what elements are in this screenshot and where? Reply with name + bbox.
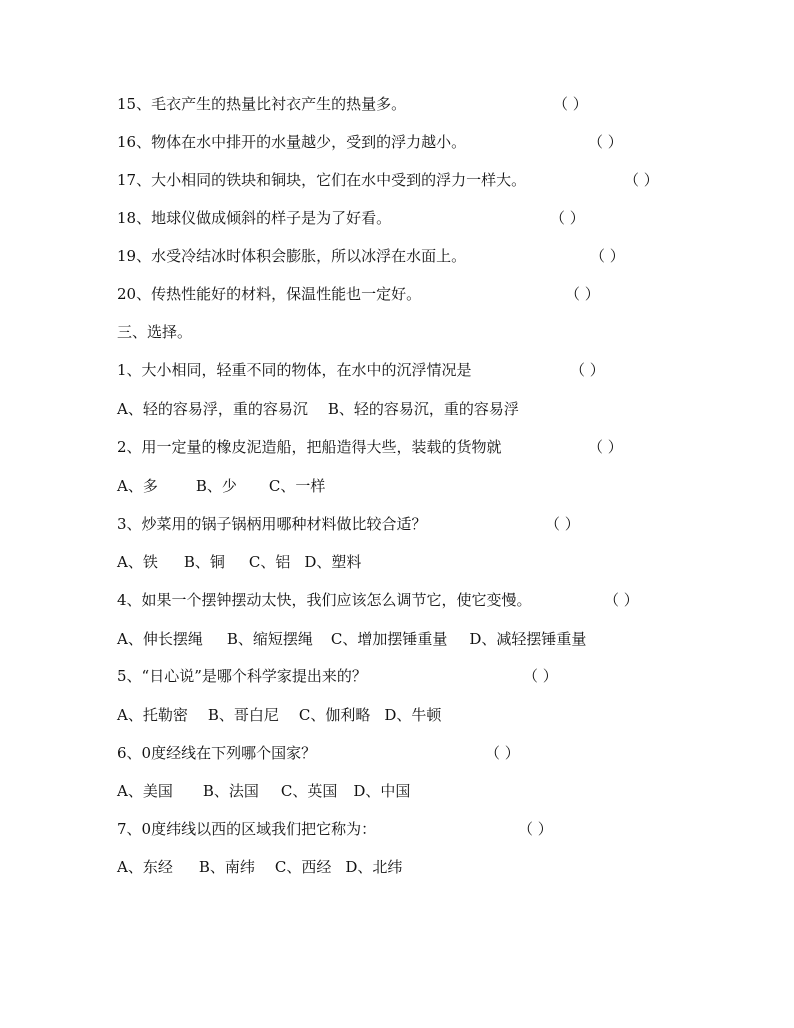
- judgement-item-20: 20、传热性能好的材料，保温性能也一定好。: [117, 285, 422, 303]
- judgement-item-15: 15、毛衣产生的热量比衬衣产生的热量多。: [117, 95, 407, 113]
- option-c: C、英国: [280, 782, 338, 800]
- question-3-options: [117, 550, 361, 574]
- option-b: B、铜: [183, 553, 225, 571]
- answer-blank-19: （ ）: [590, 247, 625, 265]
- option-c: C、增加摆锤重量: [330, 630, 448, 648]
- option-a: A、美国: [117, 782, 173, 800]
- section-title: 三、选择。: [117, 323, 193, 341]
- option-b: B、哥白尼: [207, 706, 279, 724]
- question-6: 6、0度经线在下列哪个国家？: [117, 744, 317, 762]
- question-6-options: [117, 779, 410, 803]
- option-a: A、轻的容易浮，重的容易沉: [117, 400, 308, 418]
- option-a: A、伸长摆绳: [117, 630, 203, 648]
- option-a: A、托勒密: [117, 706, 188, 724]
- question-5-options: [117, 703, 441, 727]
- option-d: D、减轻摆锤重量: [469, 630, 587, 648]
- option-d: D、牛顿: [384, 706, 442, 724]
- answer-blank-18: （ ）: [550, 209, 585, 227]
- question-2: 2、用一定量的橡皮泥造船，把船造得大些，装载的货物就: [117, 438, 502, 456]
- option-a: A、铁: [117, 553, 158, 571]
- judgement-item-19: 19、水受冷结冰时体积会膨胀，所以冰浮在水面上。: [117, 247, 467, 265]
- question-3: 3、炒菜用的锅子锅柄用哪种材料做比较合适？: [117, 515, 427, 533]
- option-c: C、铝: [248, 553, 291, 571]
- question-2-options: [117, 474, 325, 498]
- option-d: D、塑料: [304, 553, 362, 571]
- option-a: A、多: [117, 477, 158, 495]
- answer-blank-q2: （ ）: [588, 438, 623, 456]
- option-d: D、中国: [353, 782, 411, 800]
- answer-blank-20: （ ）: [565, 285, 600, 303]
- answer-blank-q5: （ ）: [523, 667, 558, 685]
- answer-blank-15: （ ）: [553, 95, 588, 113]
- judgement-item-16: 16、物体在水中排开的水量越少，受到的浮力越小。: [117, 133, 467, 151]
- answer-blank-q1: （ ）: [570, 361, 605, 379]
- answer-blank-q4: （ ）: [604, 591, 639, 609]
- option-b: B、法国: [202, 782, 259, 800]
- question-7: 7、0度纬线以西的区域我们把它称为：: [117, 820, 377, 838]
- question-4: 4、如果一个摆钟摆动太快，我们应该怎么调节它，使它变慢。: [117, 591, 532, 609]
- option-c: C、一样: [268, 477, 326, 495]
- option-c: C、西经: [274, 858, 332, 876]
- question-7-options: [117, 855, 402, 879]
- option-b: B、南纬: [198, 858, 255, 876]
- option-d: D、北纬: [345, 858, 403, 876]
- option-c: C、伽利略: [298, 706, 371, 724]
- question-4-options: [117, 627, 586, 651]
- option-a: A、东经: [117, 858, 173, 876]
- answer-blank-q6: （ ）: [485, 744, 520, 762]
- option-b: B、轻的容易沉，重的容易浮: [327, 400, 519, 418]
- answer-blank-17: （ ）: [624, 171, 659, 189]
- answer-blank-q3: （ ）: [545, 515, 580, 533]
- answer-blank-16: （ ）: [588, 133, 623, 151]
- judgement-item-17: 17、大小相同的铁块和铜块，它们在水中受到的浮力一样大。: [117, 171, 527, 189]
- question-5: 5、“日心说”是哪个科学家提出来的？: [117, 667, 367, 685]
- question-1-options: [117, 397, 519, 421]
- judgement-item-18: 18、地球仪做成倾斜的样子是为了好看。: [117, 209, 392, 227]
- answer-blank-q7: （ ）: [518, 820, 553, 838]
- option-b: B、少: [195, 477, 237, 495]
- option-b: B、缩短摆绳: [226, 630, 313, 648]
- question-1: 1、大小相同，轻重不同的物体，在水中的沉浮情况是: [117, 361, 472, 379]
